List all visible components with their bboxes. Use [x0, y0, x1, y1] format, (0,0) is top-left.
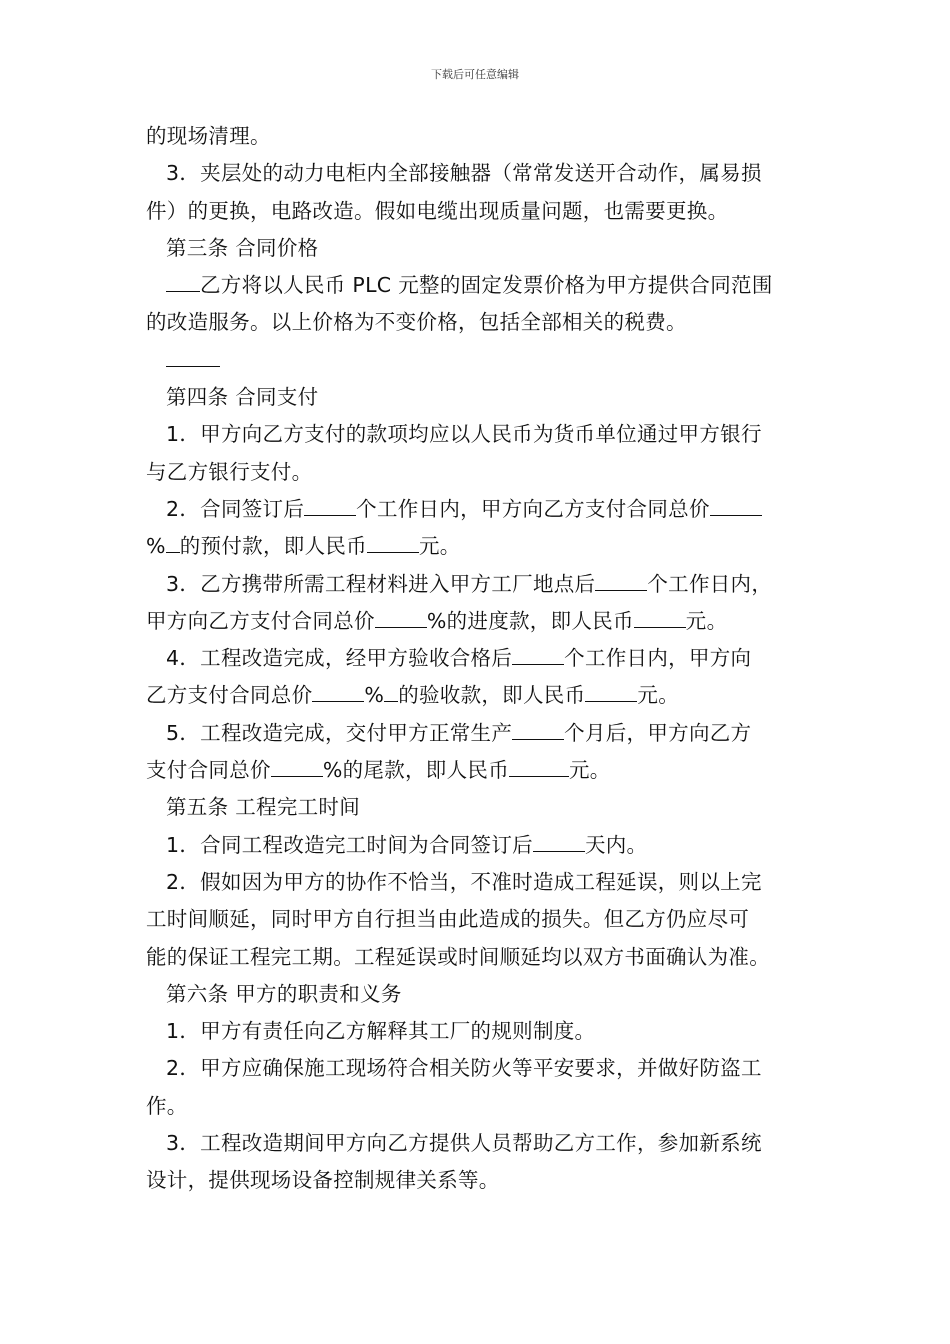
article-heading — [146, 976, 816, 1013]
article-heading — [146, 789, 816, 826]
paragraph-line — [146, 416, 816, 453]
line-text: 元。 — [685, 608, 728, 633]
line-text: 作。 — [146, 1093, 188, 1118]
line-text: 1．甲方有责任向乙方解释其工厂的规则制度。 — [166, 1019, 596, 1044]
paragraph-line — [146, 677, 816, 714]
paragraph-line — [146, 1125, 816, 1162]
line-text: 的验收款，即人民币 — [398, 683, 586, 708]
line-text: 4．工程改造完成，经甲方验收合格后 — [166, 646, 513, 671]
blank-underline — [375, 605, 427, 628]
blank-underline — [509, 754, 569, 777]
line-text: 能的保证工程完工期。工程延误或时间顺延均以双方书面确认为准。 — [146, 944, 770, 969]
blank-underline — [710, 493, 762, 516]
line-text: 第三条 合同价格 — [166, 235, 319, 260]
blank-underline — [533, 829, 585, 852]
paragraph-line — [146, 752, 816, 789]
document-body — [146, 118, 816, 1200]
line-text: %的进度款，即人民币 — [426, 608, 634, 633]
line-text: 第五条 工程完工时间 — [166, 795, 361, 820]
paragraph-line — [146, 528, 816, 565]
line-text: 3．夹层处的动力电柜内全部接触器（常常发送开合动作，属易损 — [166, 161, 762, 186]
article-heading — [146, 379, 816, 416]
paragraph-line — [146, 267, 816, 304]
line-text: 元。 — [569, 758, 611, 783]
line-text: 乙方将以人民币 PLC 元整的固定发票价格为甲方提供合同范围 — [200, 273, 773, 298]
paragraph-line — [146, 939, 816, 976]
line-text: 个工作日内，甲方向 — [564, 646, 752, 671]
line-text: 个工作日内， — [647, 571, 773, 596]
line-text: 1．合同工程改造完工时间为合同签订后 — [166, 832, 533, 857]
line-text: 甲方向乙方支付合同总价 — [146, 608, 375, 633]
blank-underline — [585, 679, 637, 702]
line-text: 工时间顺延，同时甲方自行担当由此造成的损失。但乙方仍应尽可 — [146, 907, 750, 932]
paragraph-line — [146, 901, 816, 938]
line-text: 天内。 — [584, 832, 648, 857]
line-text: 第六条 甲方的职责和义务 — [166, 981, 402, 1006]
line-text: 2．假如因为甲方的协作不恰当，不准时造成工程延误，则以上完 — [166, 869, 762, 894]
line-text: 5．工程改造完成，交付甲方正常生产 — [166, 720, 513, 745]
line-text: 支付合同总价 — [146, 758, 271, 783]
article-heading — [146, 230, 816, 267]
blank-underline — [304, 493, 356, 516]
paragraph-line — [146, 640, 816, 677]
paragraph-line — [146, 715, 816, 752]
line-text: 个月后，甲方向乙方 — [564, 720, 752, 745]
blank-underline — [634, 605, 686, 628]
blank-underline — [271, 754, 323, 777]
blank-line — [146, 342, 816, 379]
line-text: 3．乙方携带所需工程材料进入甲方工厂地点后 — [166, 571, 596, 596]
paragraph-line — [146, 1013, 816, 1050]
line-text: 3．工程改造期间甲方向乙方提供人员帮助乙方工作，参加新系统 — [166, 1131, 762, 1156]
paragraph-line — [146, 155, 816, 192]
line-text: 个工作日内，甲方向乙方支付合同总价 — [356, 496, 710, 521]
paragraph-line — [146, 566, 816, 603]
paragraph-line — [146, 864, 816, 901]
line-text: 的预付款，即人民币 — [179, 534, 367, 559]
blank-underline — [166, 530, 180, 553]
line-text: 的现场清理。 — [146, 124, 271, 148]
paragraph-line — [146, 304, 816, 341]
paragraph-line — [146, 603, 816, 640]
paragraph-line — [146, 1088, 816, 1125]
line-text: 元。 — [418, 534, 461, 559]
line-text: % — [146, 534, 166, 559]
blank-underline — [384, 679, 398, 702]
paragraph-line — [146, 827, 816, 864]
blank-underline — [367, 530, 419, 553]
line-text: 元。 — [637, 683, 679, 708]
paragraph-line — [146, 454, 816, 491]
blank-underline — [166, 269, 200, 292]
line-text: 2．合同签订后 — [166, 496, 305, 521]
paragraph-line — [146, 1050, 816, 1087]
page-header-note: 下载后可任意编辑 — [431, 68, 519, 81]
blank-underline — [166, 344, 220, 367]
paragraph-line — [146, 118, 816, 155]
blank-underline — [512, 717, 564, 740]
line-text: 1．甲方向乙方支付的款项均应以人民币为货币单位通过甲方银行 — [166, 422, 762, 447]
blank-underline — [312, 679, 364, 702]
paragraph-line — [146, 491, 816, 528]
line-text: %的尾款，即人民币 — [322, 758, 509, 783]
line-text: 的改造服务。以上价格为不变价格，包括全部相关的税费。 — [146, 310, 687, 335]
blank-underline — [595, 568, 647, 591]
line-text: % — [364, 683, 385, 708]
line-text: 2．甲方应确保施工现场符合相关防火等平安要求，并做好防盗工 — [166, 1056, 762, 1081]
line-text: 件）的更换，电路改造。假如电缆出现质量问题，也需要更换。 — [146, 198, 729, 223]
blank-underline — [512, 642, 564, 665]
paragraph-line — [146, 193, 816, 230]
line-text: 设计，提供现场设备控制规律关系等。 — [146, 1168, 500, 1193]
line-text: 与乙方银行支付。 — [146, 459, 313, 484]
line-text: 第四条 合同支付 — [166, 385, 319, 410]
line-text: 乙方支付合同总价 — [146, 683, 313, 708]
paragraph-line — [146, 1162, 816, 1199]
